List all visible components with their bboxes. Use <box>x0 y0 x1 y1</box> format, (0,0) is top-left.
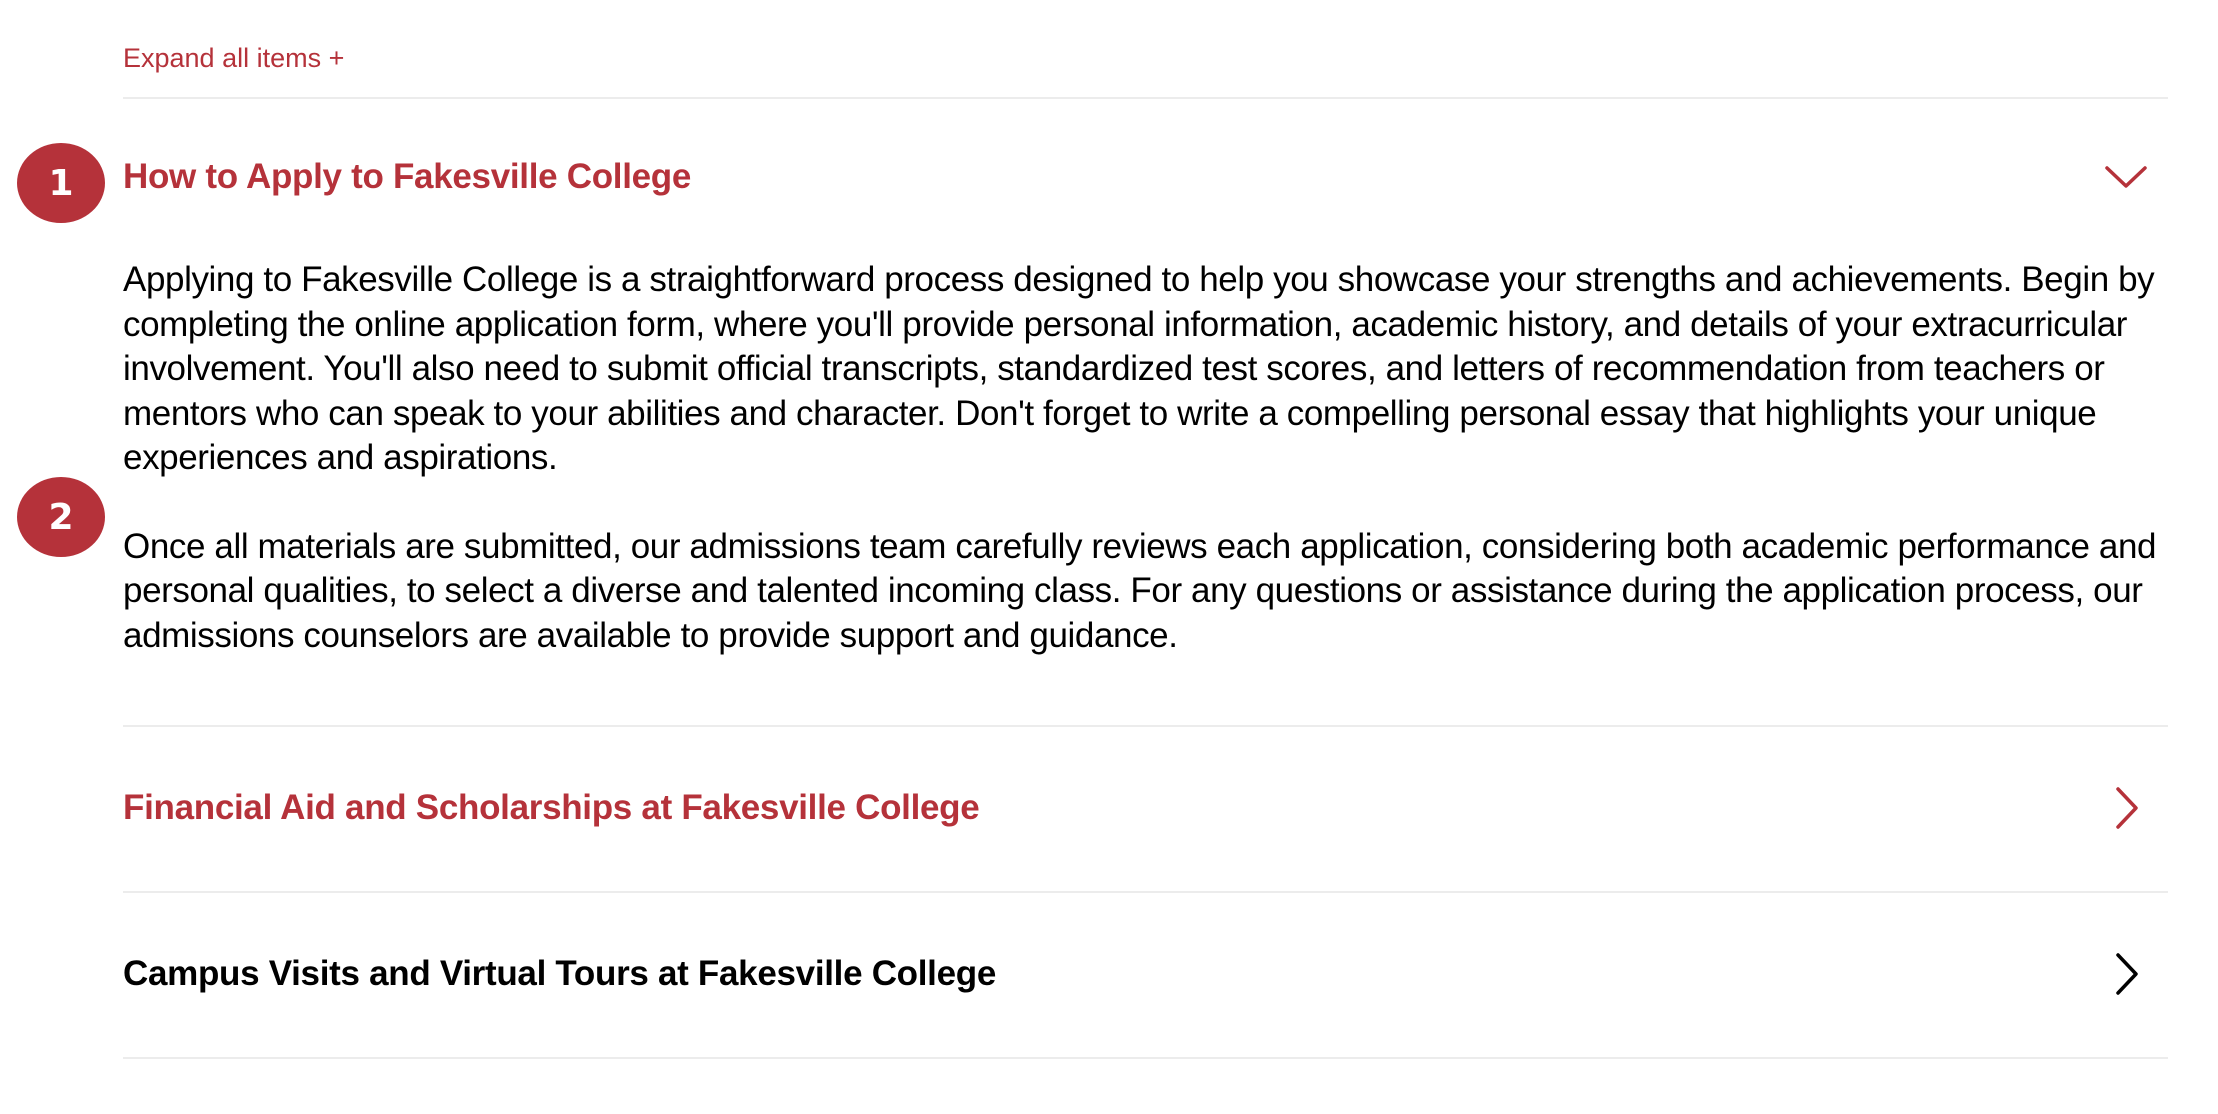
accordion-item-title: How to Apply to Fakesville College <box>123 157 692 196</box>
accordion-item-title: Financial Aid and Scholarships at Fakesville College <box>123 788 980 827</box>
divider <box>123 1057 2168 1059</box>
content-paragraph: Applying to Fakesville College is a straightforward process designed to help you showcase your strengths and achievements. Begin by completing the online application form, where you'll provide personal information, academic history, and details of your extracurricular involvement. You'll also need to submit official transcripts, standardized test scores, and letters of recommendation from teachers or mentors who can speak to your abilities and character. Don't forget to write a compelling personal essay that highlights your unique experiences and aspirations. <box>123 260 2155 477</box>
divider <box>123 725 2168 727</box>
accordion-item-header-how-to-apply[interactable] <box>123 137 2168 217</box>
accordion-item-content <box>123 258 2168 702</box>
chevron-right-icon[interactable] <box>2104 786 2148 830</box>
content-paragraph: Once all materials are submitted, our admissions team carefully reviews each application, considering both academic performance and personal qualities, to select a diverse and talented incoming class. For any questions or assistance during the application process, our admissions counselors are available to provide support and guidance. <box>123 526 2157 655</box>
chevron-right-icon[interactable] <box>2104 952 2148 996</box>
chevron-down-icon[interactable] <box>2104 155 2148 199</box>
divider <box>123 891 2168 893</box>
accordion-item-header-financial-aid[interactable] <box>123 768 2168 848</box>
annotation-badge: 2 <box>17 477 105 557</box>
accordion-item-title: Campus Visits and Virtual Tours at Fakesville College <box>123 954 997 993</box>
divider <box>123 97 2168 99</box>
annotation-badge: 1 <box>17 143 105 223</box>
expand-all-link[interactable]: Expand all items + <box>123 43 345 73</box>
accordion-item-header-campus-visits[interactable] <box>123 934 2168 1014</box>
